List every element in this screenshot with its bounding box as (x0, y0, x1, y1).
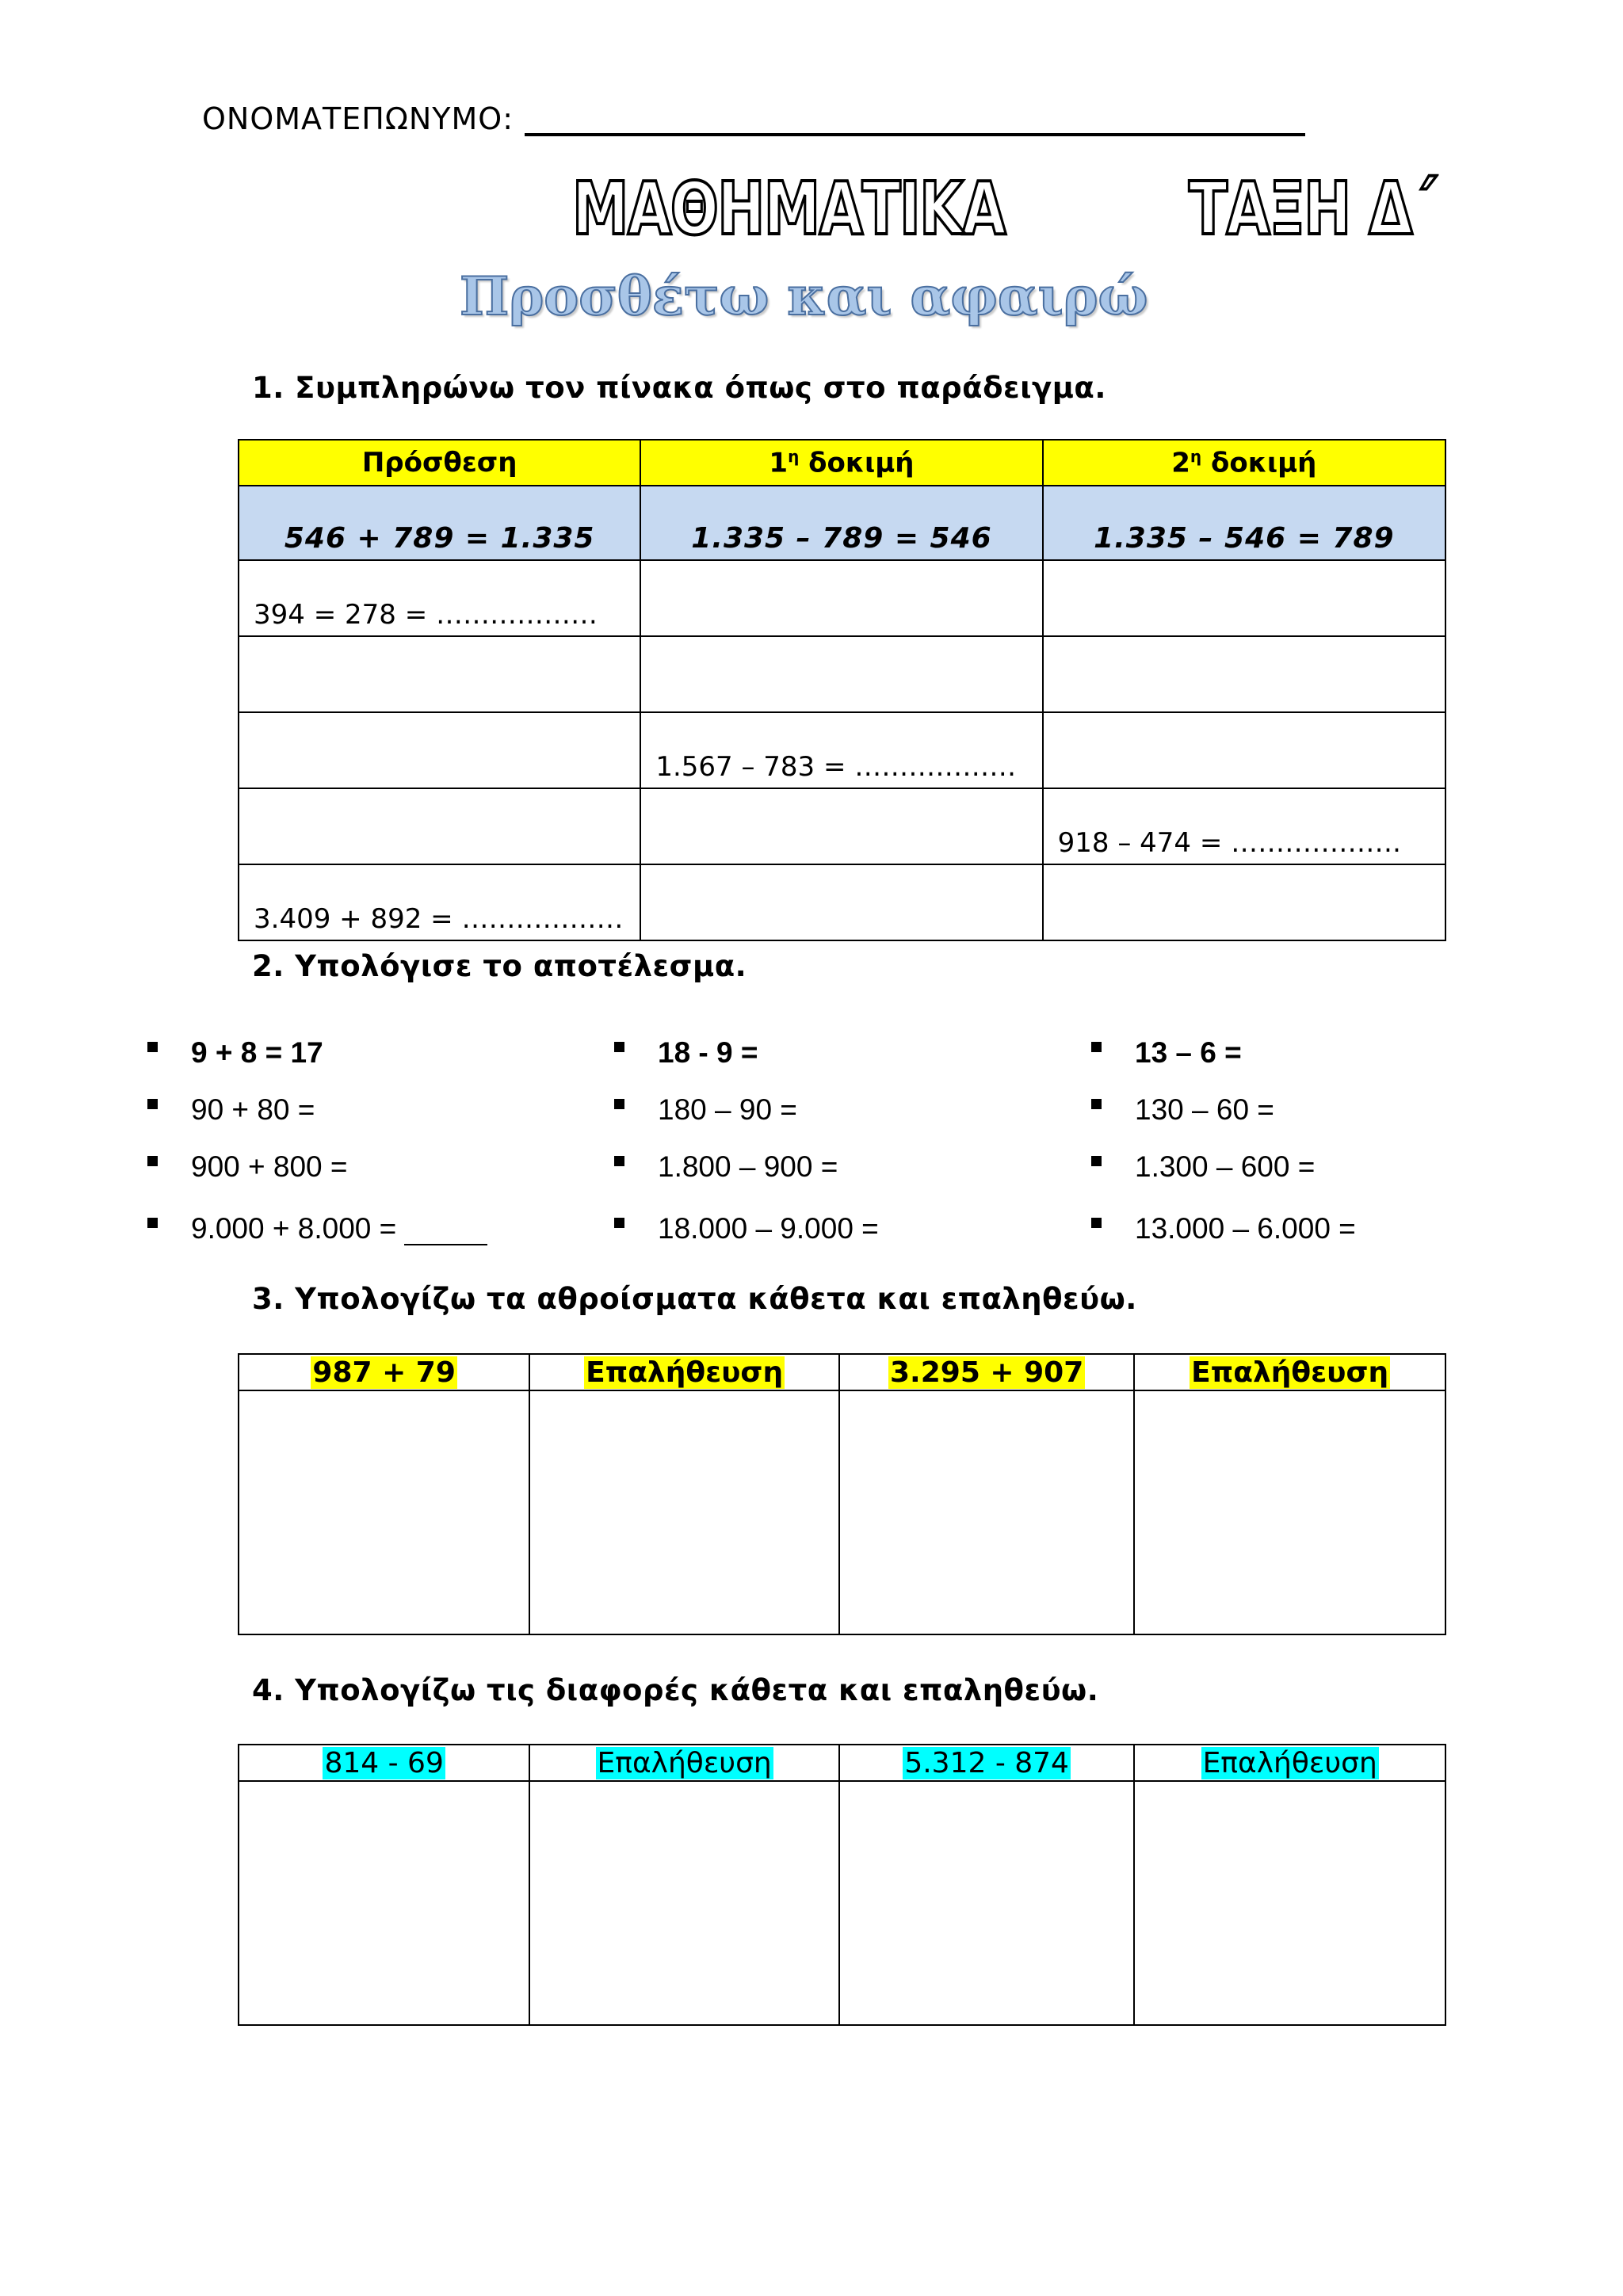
table-row (239, 712, 1445, 788)
table-cell[interactable] (640, 788, 1042, 864)
section2-title: 2. Υπολόγισε το αποτέλεσμα. (252, 949, 747, 983)
table-cell[interactable]: 394 = 278 = ……………… (239, 560, 640, 636)
bullet-icon (1091, 1099, 1102, 1109)
bullet-icon (614, 1218, 624, 1228)
section4-title: 4. Υπολογίζω τις διαφορές κάθετα και επαληθεύω. (252, 1673, 1099, 1707)
work-cell[interactable] (839, 1390, 1134, 1634)
table-header-row (239, 1745, 1445, 1781)
vertical-addition-table (238, 1353, 1446, 1635)
exercise-item[interactable]: 18 - 9 = (614, 1036, 758, 1070)
bullet-icon (147, 1218, 158, 1228)
table-cell[interactable] (239, 712, 640, 788)
example-cell: 546 + 789 = 1.335 (239, 486, 640, 560)
exercise-item[interactable]: 13.000 – 6.000 = (1091, 1212, 1356, 1245)
example-row (239, 486, 1445, 560)
exercise-item[interactable]: 130 – 60 = (1091, 1093, 1274, 1127)
table-cell[interactable] (239, 788, 640, 864)
table-cell[interactable] (1043, 712, 1445, 788)
name-blank-line[interactable] (525, 106, 1305, 136)
section3-title: 3. Υπολογίζω τα αθροίσματα κάθετα και επαληθεύω. (252, 1282, 1137, 1316)
bullet-icon (1091, 1156, 1102, 1166)
header-cell: 5.312 - 874 (839, 1745, 1134, 1781)
header-addition: Πρόσθεση (239, 440, 640, 486)
table-cell[interactable] (640, 560, 1042, 636)
worksheet-subtitle: Προσθέτω και αφαιρώ (460, 265, 1148, 327)
title-subject: ΜΑΘΗΜΑΤΙΚΑ (572, 166, 1006, 251)
header-check-2: $2^\eta$ δοκιμή (1043, 440, 1445, 486)
bullet-icon (147, 1042, 158, 1052)
example-cell: 1.335 – 546 = 789 (1043, 486, 1445, 560)
bullet-icon (1091, 1218, 1102, 1228)
header-cell: Επαλήθευση (529, 1354, 839, 1390)
addition-check-table (238, 439, 1446, 941)
bullet-icon (147, 1099, 158, 1109)
table-row (239, 560, 1445, 636)
table-row (239, 636, 1445, 712)
exercise-item: 9 + 8 = 17 (147, 1036, 323, 1070)
work-cell[interactable] (529, 1781, 839, 2025)
header-cell: Επαλήθευση (529, 1745, 839, 1781)
table-cell[interactable] (640, 864, 1042, 940)
title-class: ΤΑΞΗ Δ΄ (1189, 166, 1436, 251)
bullet-icon (1091, 1042, 1102, 1052)
table-row (239, 864, 1445, 940)
header-cell: Επαλήθευση (1134, 1354, 1445, 1390)
work-row (239, 1781, 1445, 2025)
exercise-item[interactable]: 90 + 80 = (147, 1093, 315, 1127)
table-cell[interactable]: 3.409 + 892 = ……………… (239, 864, 640, 940)
exercise-item[interactable]: 18.000 – 9.000 = (614, 1212, 879, 1245)
work-cell[interactable] (1134, 1781, 1445, 2025)
work-row (239, 1390, 1445, 1634)
answer-blank[interactable] (404, 1220, 487, 1245)
table-cell[interactable] (1043, 636, 1445, 712)
table-cell[interactable]: 918 – 474 = ………………. (1043, 788, 1445, 864)
student-name-field[interactable] (202, 101, 1305, 136)
work-cell[interactable] (839, 1781, 1134, 2025)
work-cell[interactable] (529, 1390, 839, 1634)
exercise-item[interactable]: 180 – 90 = (614, 1093, 797, 1127)
header-cell: 987 + 79 (239, 1354, 529, 1390)
exercise-item[interactable]: 1.300 – 600 = (1091, 1150, 1315, 1184)
work-cell[interactable] (239, 1781, 529, 2025)
table-cell[interactable]: 1.567 – 783 = ……………… (640, 712, 1042, 788)
example-cell: 1.335 – 789 = 546 (640, 486, 1042, 560)
table-header-row (239, 1354, 1445, 1390)
table-header-row (239, 440, 1445, 486)
header-cell: 814 - 69 (239, 1745, 529, 1781)
exercise-item[interactable]: 1.800 – 900 = (614, 1150, 838, 1184)
bullet-icon (147, 1156, 158, 1166)
work-cell[interactable] (1134, 1390, 1445, 1634)
table-row (239, 788, 1445, 864)
bullet-icon (614, 1042, 624, 1052)
header-cell: Επαλήθευση (1134, 1745, 1445, 1781)
bullet-icon (614, 1099, 624, 1109)
section1-title: 1. Συμπληρώνω τον πίνακα όπως στο παράδειγμα. (252, 371, 1106, 405)
exercise-item[interactable]: 9.000 + 8.000 = (147, 1212, 487, 1245)
header-check-1: $1^\eta$ δοκιμή (640, 440, 1042, 486)
exercise-item[interactable]: 900 + 800 = (147, 1150, 348, 1184)
header-cell: 3.295 + 907 (839, 1354, 1134, 1390)
exercise-item[interactable]: 13 – 6 = (1091, 1036, 1242, 1070)
work-cell[interactable] (239, 1390, 529, 1634)
table-cell[interactable] (239, 636, 640, 712)
bullet-icon (614, 1156, 624, 1166)
vertical-subtraction-table (238, 1744, 1446, 2026)
table-cell[interactable] (640, 636, 1042, 712)
name-label: ΟΝΟΜΑΤΕΠΩΝΥΜΟ: (202, 101, 514, 136)
table-cell[interactable] (1043, 864, 1445, 940)
table-cell[interactable] (1043, 560, 1445, 636)
